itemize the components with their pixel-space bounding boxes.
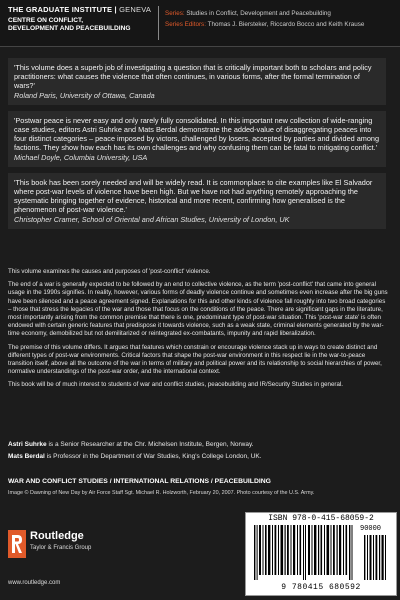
description-paragraph: This book will be of much interest to students of war and conflict studies, peacebuilding and IR/Security Studies in general. bbox=[8, 381, 343, 389]
quote-text: 'This volume does a superb job of investigating a question that is critically important both to scholars and policy practitioners: what causes the violence that often continues, in various forms, after the formal termination of wars?' bbox=[14, 63, 372, 91]
description-paragraph: This volume examines the causes and purposes of 'post-conflict' violence. bbox=[8, 268, 211, 275]
editor-bios bbox=[8, 440, 388, 464]
quote-text: 'This book has been sorely needed and will be widely read. It is commonplace to cite examples like El Salvador where post-war levels of violence have been high. But we have not had anything remotely approaching the systematic bringing together of evidence, historical and more recent, confirming how generalised is the phenomenon of post-war violence.' bbox=[14, 177, 373, 215]
editors-label: Series Editors: bbox=[165, 21, 206, 28]
editor-bio-text: is Professor in the Department of War Studies, King's College London, UK. bbox=[44, 453, 262, 460]
endorsements bbox=[8, 58, 386, 235]
endorsement-quote bbox=[8, 173, 386, 229]
barcode-number: 9 780415 680592 bbox=[281, 583, 361, 592]
series-label: Series: bbox=[165, 10, 185, 17]
description-paragraph: The end of a war is generally expected to be followed by an end to collective violence, as the term 'post-conflict' that came into general usage in the 1990s signifies. In reality, however, various forms of deadly violence continue and sometimes even increase after the big guns have been silenced and a peace agreement signed. Explanations for this and other kinds of violence fall roughly into two broad categories – those that stress the legacies of the war and those that focus on the conditions of the peace. There are significant gaps in the literature, most importantly arising from the common premise that there is one, predominant type of post-war situation. This 'post-war state' is often endowed with certain generic features that predispose it towards violence, such as a weak state, criminal elements generated by the war-time economy, demobilized but not demilitarized or reintegrated ex-combatants, impunity and rapid liberalization. bbox=[8, 281, 388, 338]
barcode-addon: 90000 bbox=[360, 525, 382, 533]
barcode-bars bbox=[252, 525, 390, 580]
endorsement-quote bbox=[8, 58, 386, 105]
institute-title: THE GRADUATE INSTITUTE bbox=[8, 5, 113, 14]
endorsement-quote bbox=[8, 111, 386, 167]
quote-attribution: Michael Doyle, Columbia University, USA bbox=[14, 152, 148, 162]
institute-city: GENEVA bbox=[119, 5, 152, 14]
publisher-url: www.routledge.com bbox=[8, 580, 61, 586]
series-line bbox=[165, 8, 395, 19]
institute-name: THE GRADUATE INSTITUTE | GENEVA bbox=[8, 5, 152, 14]
editor-bio-text: is a Senior Researcher at the Chr. Michelsen Institute, Bergen, Norway. bbox=[46, 441, 254, 448]
quote-attribution: Christopher Cramer, School of Oriental and African Studies, University of London, UK bbox=[14, 214, 290, 224]
editors-text: Thomas J. Biersteker, Riccardo Bocco and Keith Krause bbox=[207, 21, 365, 28]
publisher-logo bbox=[8, 528, 128, 568]
description-paragraph: The premise of this volume differs. It argues that features which constrain or encourage violence stack up in ways to create distinct and different types of post-war environments. Critical factors that shape the post-war environment in this respect lie in the war-to-peace transition itself, above all the outcome of the war in terms of military and political power and its relationship to social hierarchies of power, normative understandings of the post-war order, and the international context. bbox=[8, 343, 382, 376]
series-info bbox=[165, 8, 395, 30]
routledge-r-icon bbox=[8, 530, 26, 558]
editor-name: Mats Berdal bbox=[8, 453, 45, 460]
book-description bbox=[8, 268, 388, 395]
publisher-name: Routledge bbox=[30, 530, 84, 542]
centre-line-2: DEVELOPMENT AND PEACEBUILDING bbox=[8, 25, 131, 32]
centre-line-1: CENTRE ON CONFLICT, bbox=[8, 17, 84, 24]
quote-text: 'Postwar peace is never easy and only rarely fully consolidated. In this important new collection of wide-ranging case studies, editors Astri Suhrke and Mats Berdal demonstrate the added-value of disaggregating peaces into four distinct categories – peace imposed by victors, challenged by losers, accepted by parties and divided among factions. They show how each has its own challenges and why confusing them can be fatal to mitigating conflict.' bbox=[14, 115, 380, 153]
isbn-text: ISBN 978-0-415-68059-2 bbox=[268, 514, 374, 523]
editor-name: Astri Suhrke bbox=[8, 441, 47, 448]
institute-block bbox=[8, 5, 158, 33]
quote-attribution: Roland Paris, University of Ottawa, Canada bbox=[14, 90, 155, 100]
editor-bio bbox=[8, 452, 388, 462]
editor-bio bbox=[8, 440, 388, 450]
series-text: Studies in Conflict, Development and Peacebuilding bbox=[186, 10, 331, 17]
editors-line bbox=[165, 19, 395, 30]
subject-categories: WAR AND CONFLICT STUDIES / INTERNATIONAL RELATIONS / PEACEBUILDING bbox=[8, 478, 271, 485]
image-credit: Image © Dawning of New Day by Air Force Staff Sgt. Michael R. Holzworth, February 20, 2007. Photo courtesy of the U.S. Army. bbox=[8, 490, 315, 496]
publisher-group: Taylor & Francis Group bbox=[30, 545, 92, 551]
isbn-barcode bbox=[245, 512, 397, 596]
header-band bbox=[0, 0, 400, 47]
header-divider bbox=[158, 6, 159, 40]
